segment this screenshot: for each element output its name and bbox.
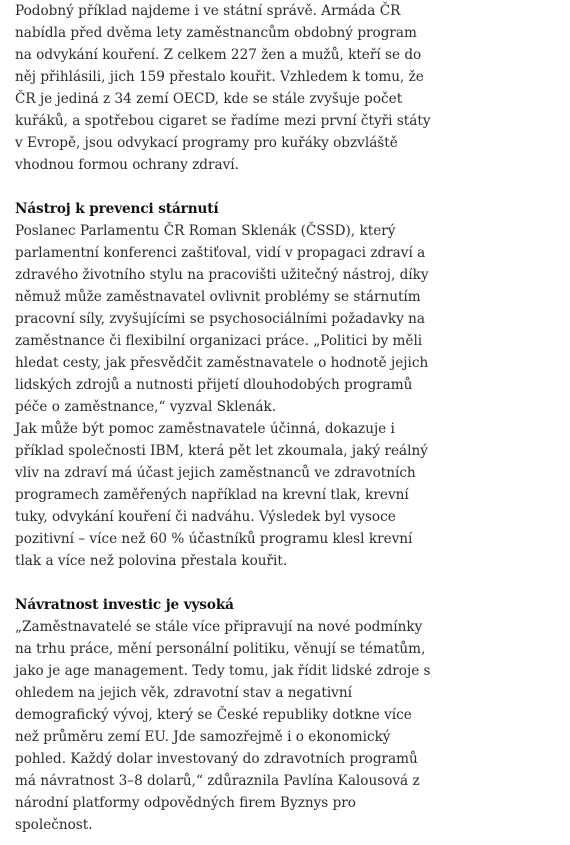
paragraph-spacer xyxy=(15,572,425,594)
text-line: tuky, odvykání kouření či nadváhu. Výsledek byl vysoce xyxy=(15,509,396,525)
text-line: zaměstnance či flexibilní organizaci práce. „Politici by měli xyxy=(15,333,423,349)
text-line: lidských zdrojů a nutnosti přijetí dlouhodobých programů xyxy=(15,377,413,393)
section-prevention xyxy=(15,198,429,572)
text-line: demografický vývoj, který se České republiky dotkne více xyxy=(15,707,412,723)
text-line: vhodnou formou ochrany zdraví. xyxy=(15,157,239,173)
text-line: pohled. Každý dolar investovaný do zdravotních programů xyxy=(15,751,418,767)
text-line: hledat cesty, jak přesvědčit zaměstnavatele o hodnotě jejich xyxy=(15,355,429,371)
text-line: programech zaměřených například na krevní tlak, krevní xyxy=(15,487,409,503)
text-line: Poslanec Parlamentu ČR Roman Sklenák (ČSSD), který xyxy=(15,223,396,239)
article-body xyxy=(15,0,431,836)
text-line: něj přihlásili, jich 159 přestalo kouřit. Vzhledem k tomu, že xyxy=(15,69,424,85)
text-line: ČR je jediná z 34 zemí OECD, kde se stále zvyšuje počet xyxy=(15,91,403,107)
text-line: v Evropě, jsou odvykací programy pro kuřáky obzvláště xyxy=(15,135,398,151)
section-heading: Návratnost investic je vysoká xyxy=(15,597,234,613)
paragraph-spacer xyxy=(15,176,425,198)
text-line: nabídla před dvěma lety zaměstnancům obdobný program xyxy=(15,25,417,41)
text-line: příklad společnosti IBM, která pět let zkoumala, jaký reálný xyxy=(15,443,428,459)
text-line: němuž může zaměstnavatel ovlivnit problémy se stárnutím xyxy=(15,289,421,305)
text-line: zdravého životního stylu na pracovišti užitečný nástroj, díky xyxy=(15,267,429,283)
text-line: pozitivní – více než 60 % účastníků programu klesl krevní xyxy=(15,531,413,547)
text-line: má návratnost 3–8 dolarů,“ zdůraznila Pavlína Kalousová z xyxy=(15,773,420,789)
text-line: kuřáků, a spotřebou cigaret se řadíme mezi první čtyři státy xyxy=(15,113,431,129)
text-line: tlak a více než polovina přestala kouřit. xyxy=(15,553,288,569)
text-line: Podobný příklad najdeme i ve státní správě. Armáda ČR xyxy=(15,3,401,19)
text-line: na odvykání kouření. Z celkem 227 žen a mužů, kteří se do xyxy=(15,47,422,63)
text-line: ohledem na jejich věk, zdravotní stav a negativní xyxy=(15,685,352,701)
text-line: péče o zaměstnance,“ vyzval Sklenák. xyxy=(15,399,277,415)
intro-paragraph xyxy=(15,0,431,176)
text-line: pracovní síly, zvyšujícími se psychosociálními požadavky na xyxy=(15,311,425,327)
text-line: parlamentní konferenci zaštiťoval, vidí v propagaci zdraví a xyxy=(15,245,426,261)
text-line: na trhu práce, mění personální politiku, věnují se tématům, xyxy=(15,641,426,657)
text-line: společnost. xyxy=(15,817,93,833)
section-heading: Nástroj k prevenci stárnutí xyxy=(15,201,219,217)
text-line: vliv na zdraví má účast jejich zaměstnanců ve zdravotních xyxy=(15,465,416,481)
section-return-on-investment xyxy=(15,594,431,836)
text-line: než průměru zemí EU. Jde samozřejmě i o ekonomický xyxy=(15,729,391,745)
text-line: jako je age management. Tedy tomu, jak řídit lidské zdroje s xyxy=(15,663,431,679)
text-line: národní platformy odpovědných firem Byznys pro xyxy=(15,795,356,811)
text-line: Jak může být pomoc zaměstnavatele účinná, dokazuje i xyxy=(15,421,395,437)
text-line: „Zaměstnavatelé se stále více připravují na nové podmínky xyxy=(15,619,423,635)
